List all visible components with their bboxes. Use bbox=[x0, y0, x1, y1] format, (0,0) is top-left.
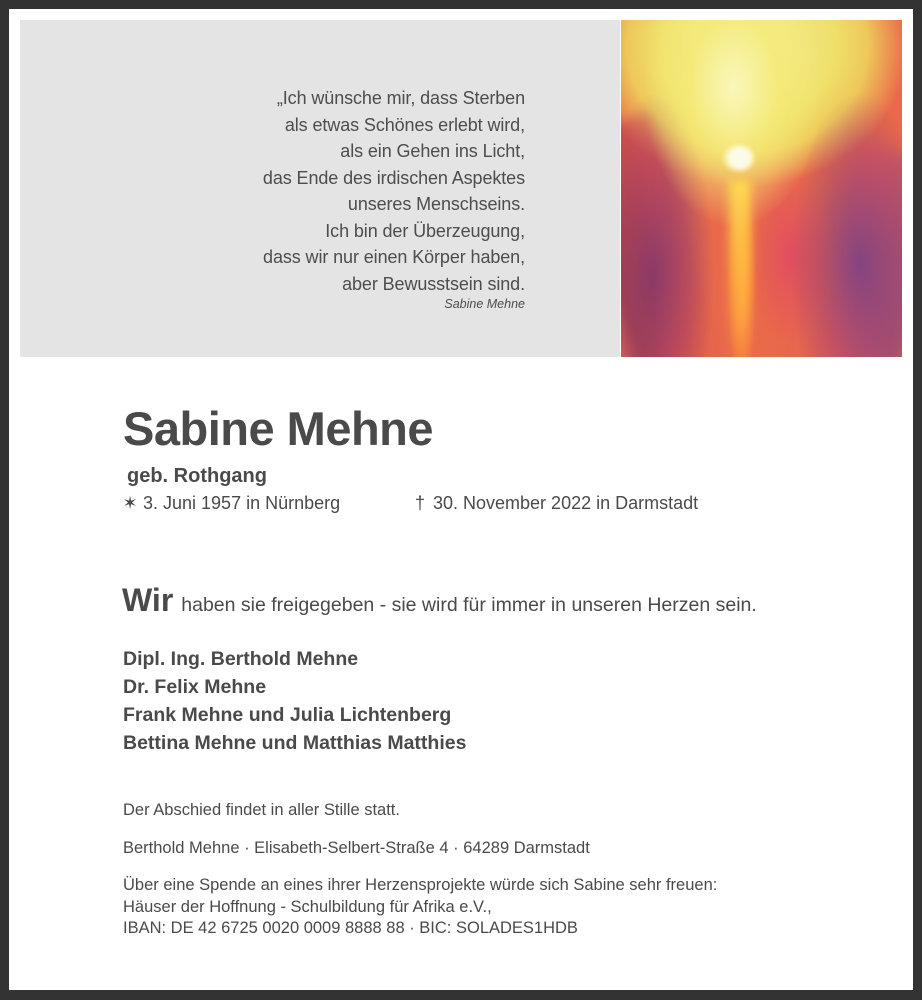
quote-line: Ich bin der Überzeugung, bbox=[325, 220, 525, 241]
motto bbox=[122, 582, 757, 619]
mourner: Dr. Felix Mehne bbox=[123, 676, 267, 698]
birth-date bbox=[122, 493, 340, 514]
maiden-name: geb. Rothgang bbox=[127, 465, 267, 487]
cross-icon: † bbox=[414, 493, 425, 513]
painting-streak-right bbox=[775, 137, 902, 357]
quote-line: dass wir nur einen Körper haben, bbox=[263, 247, 525, 267]
sunlight-painting bbox=[621, 20, 902, 357]
quote-line: „Ich wünsche mir, dass Sterben bbox=[276, 88, 525, 108]
quote-line: als ein Gehen ins Licht, bbox=[340, 141, 525, 161]
mourner: Frank Mehne und Julia Lichtenberg bbox=[123, 704, 452, 726]
donation-note bbox=[123, 875, 717, 940]
painting-sun bbox=[729, 148, 751, 168]
quote-line: unseres Menschseins. bbox=[347, 194, 525, 214]
death-date bbox=[412, 493, 698, 514]
quote-line: das Ende des irdischen Aspektes bbox=[262, 167, 525, 188]
quote-author: Sabine Mehne bbox=[444, 297, 525, 311]
death-text: 30. November 2022 in Darmstadt bbox=[433, 493, 699, 513]
painting-light-beam bbox=[729, 180, 751, 357]
donation-bank-details: IBAN: DE 42 6725 0020 0009 8888 88 · BIC: SOLADES1HDB bbox=[123, 919, 578, 937]
painting-streak-left bbox=[621, 112, 729, 357]
quote-line: als etwas Schönes erlebt wird, bbox=[284, 114, 525, 135]
motto-text: haben sie freigegeben - sie wird für immer in unseren Herzen sein. bbox=[181, 594, 757, 616]
quote-panel bbox=[20, 20, 620, 357]
quote-text bbox=[263, 85, 525, 297]
mourner: Dipl. Ing. Berthold Mehne bbox=[123, 648, 359, 670]
motto-lead: Wir bbox=[122, 582, 174, 618]
contact-address: Berthold Mehne · Elisabeth-Selbert-Straße 4 · 64289 Darmstadt bbox=[123, 839, 590, 857]
deceased-name: Sabine Mehne bbox=[123, 402, 434, 455]
mourners-list bbox=[123, 645, 466, 757]
donation-line: Über eine Spende an eines ihrer Herzensprojekte würde sich Sabine sehr freuen: bbox=[123, 876, 718, 894]
farewell-note: Der Abschied findet in aller Stille statt. bbox=[123, 801, 400, 819]
quote-line: aber Bewusstsein sind. bbox=[342, 273, 525, 294]
mourner: Bettina Mehne und Matthias Matthies bbox=[123, 732, 467, 754]
obituary-card bbox=[9, 9, 913, 990]
star-icon: ✶ bbox=[122, 493, 138, 513]
birth-text: 3. Juni 1957 in Nürnberg bbox=[143, 493, 341, 513]
donation-line: Häuser der Hoffnung - Schulbildung für Afrika e.V., bbox=[123, 897, 492, 916]
